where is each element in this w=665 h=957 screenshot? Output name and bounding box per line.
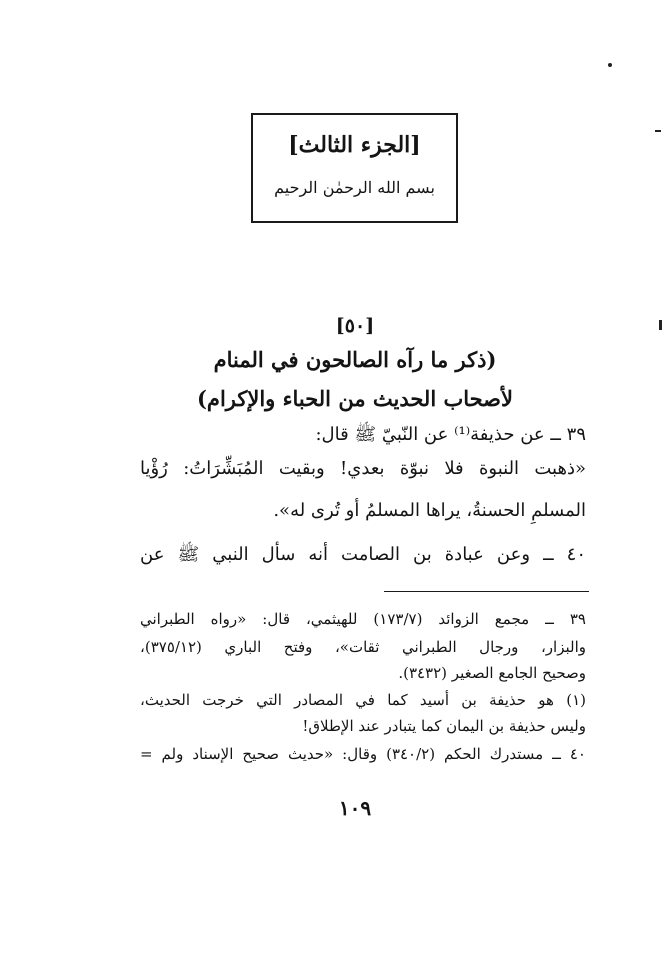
basmala: بسم الله الرحمٰن الرحيم	[274, 178, 435, 197]
chapter-title-line: لأصحاب الحديث من الحباء والإكرام)	[197, 386, 513, 411]
footnote-1-line: وليس حذيفة بن اليمان كما يتبادر عند الإطلاق!	[302, 717, 586, 735]
scan-speck	[608, 63, 612, 67]
footnote-1-line: (١) هو حذيفة بن أسيد كما في المصادر التي خرجت الحديث،	[140, 691, 586, 709]
footnote-39-line: ٣٩ ــ مجمع الزوائد (١٧٣/٧) للهيثمي، قال: «رواه الطبراني	[140, 610, 586, 628]
hadith-40-text-line: ٤٠ ــ وعن عبادة بن الصامت أنه سأل النبي ﷺ عن	[140, 544, 586, 565]
chapter-number: [٥٠]	[335, 315, 375, 337]
hadith-39-text-line: «ذهبت النبوة فلا نبوّة بعدي! وبقيت المُبَشِّرَاتُ: رُؤْيا	[140, 458, 586, 479]
footnote-divider	[384, 591, 589, 592]
hadith-39-text-line: المسلمِ الحسنةُ، يراها المسلمُ أو تُرى له».	[273, 500, 586, 521]
footnote-39-line: وصحيح الجامع الصغير (٣٤٣٢).	[398, 664, 586, 682]
scan-speck	[655, 130, 661, 132]
hadith-39-text-line: ٣٩ ــ عن حذيفة⁽¹⁾ عن النّبيّ ﷺ قال:	[315, 424, 586, 445]
page-number: ١٠٩	[338, 796, 372, 820]
footnote-40-line: ٤٠ ــ مستدرك الحكم (٣٤٠/٢) وقال: «حديث صحيح الإسناد ولم =	[140, 745, 586, 763]
part-title-box	[251, 113, 458, 223]
part-title: [الجزء الثالث]	[288, 132, 421, 158]
footnote-39-line: والبزار، ورجال الطبراني ثقات»، وفتح الباري (٣٧٥/١٢)،	[140, 638, 586, 656]
scan-speck	[659, 320, 662, 330]
chapter-title-line: (ذكر ما رآه الصالحون في المنام	[213, 347, 497, 372]
